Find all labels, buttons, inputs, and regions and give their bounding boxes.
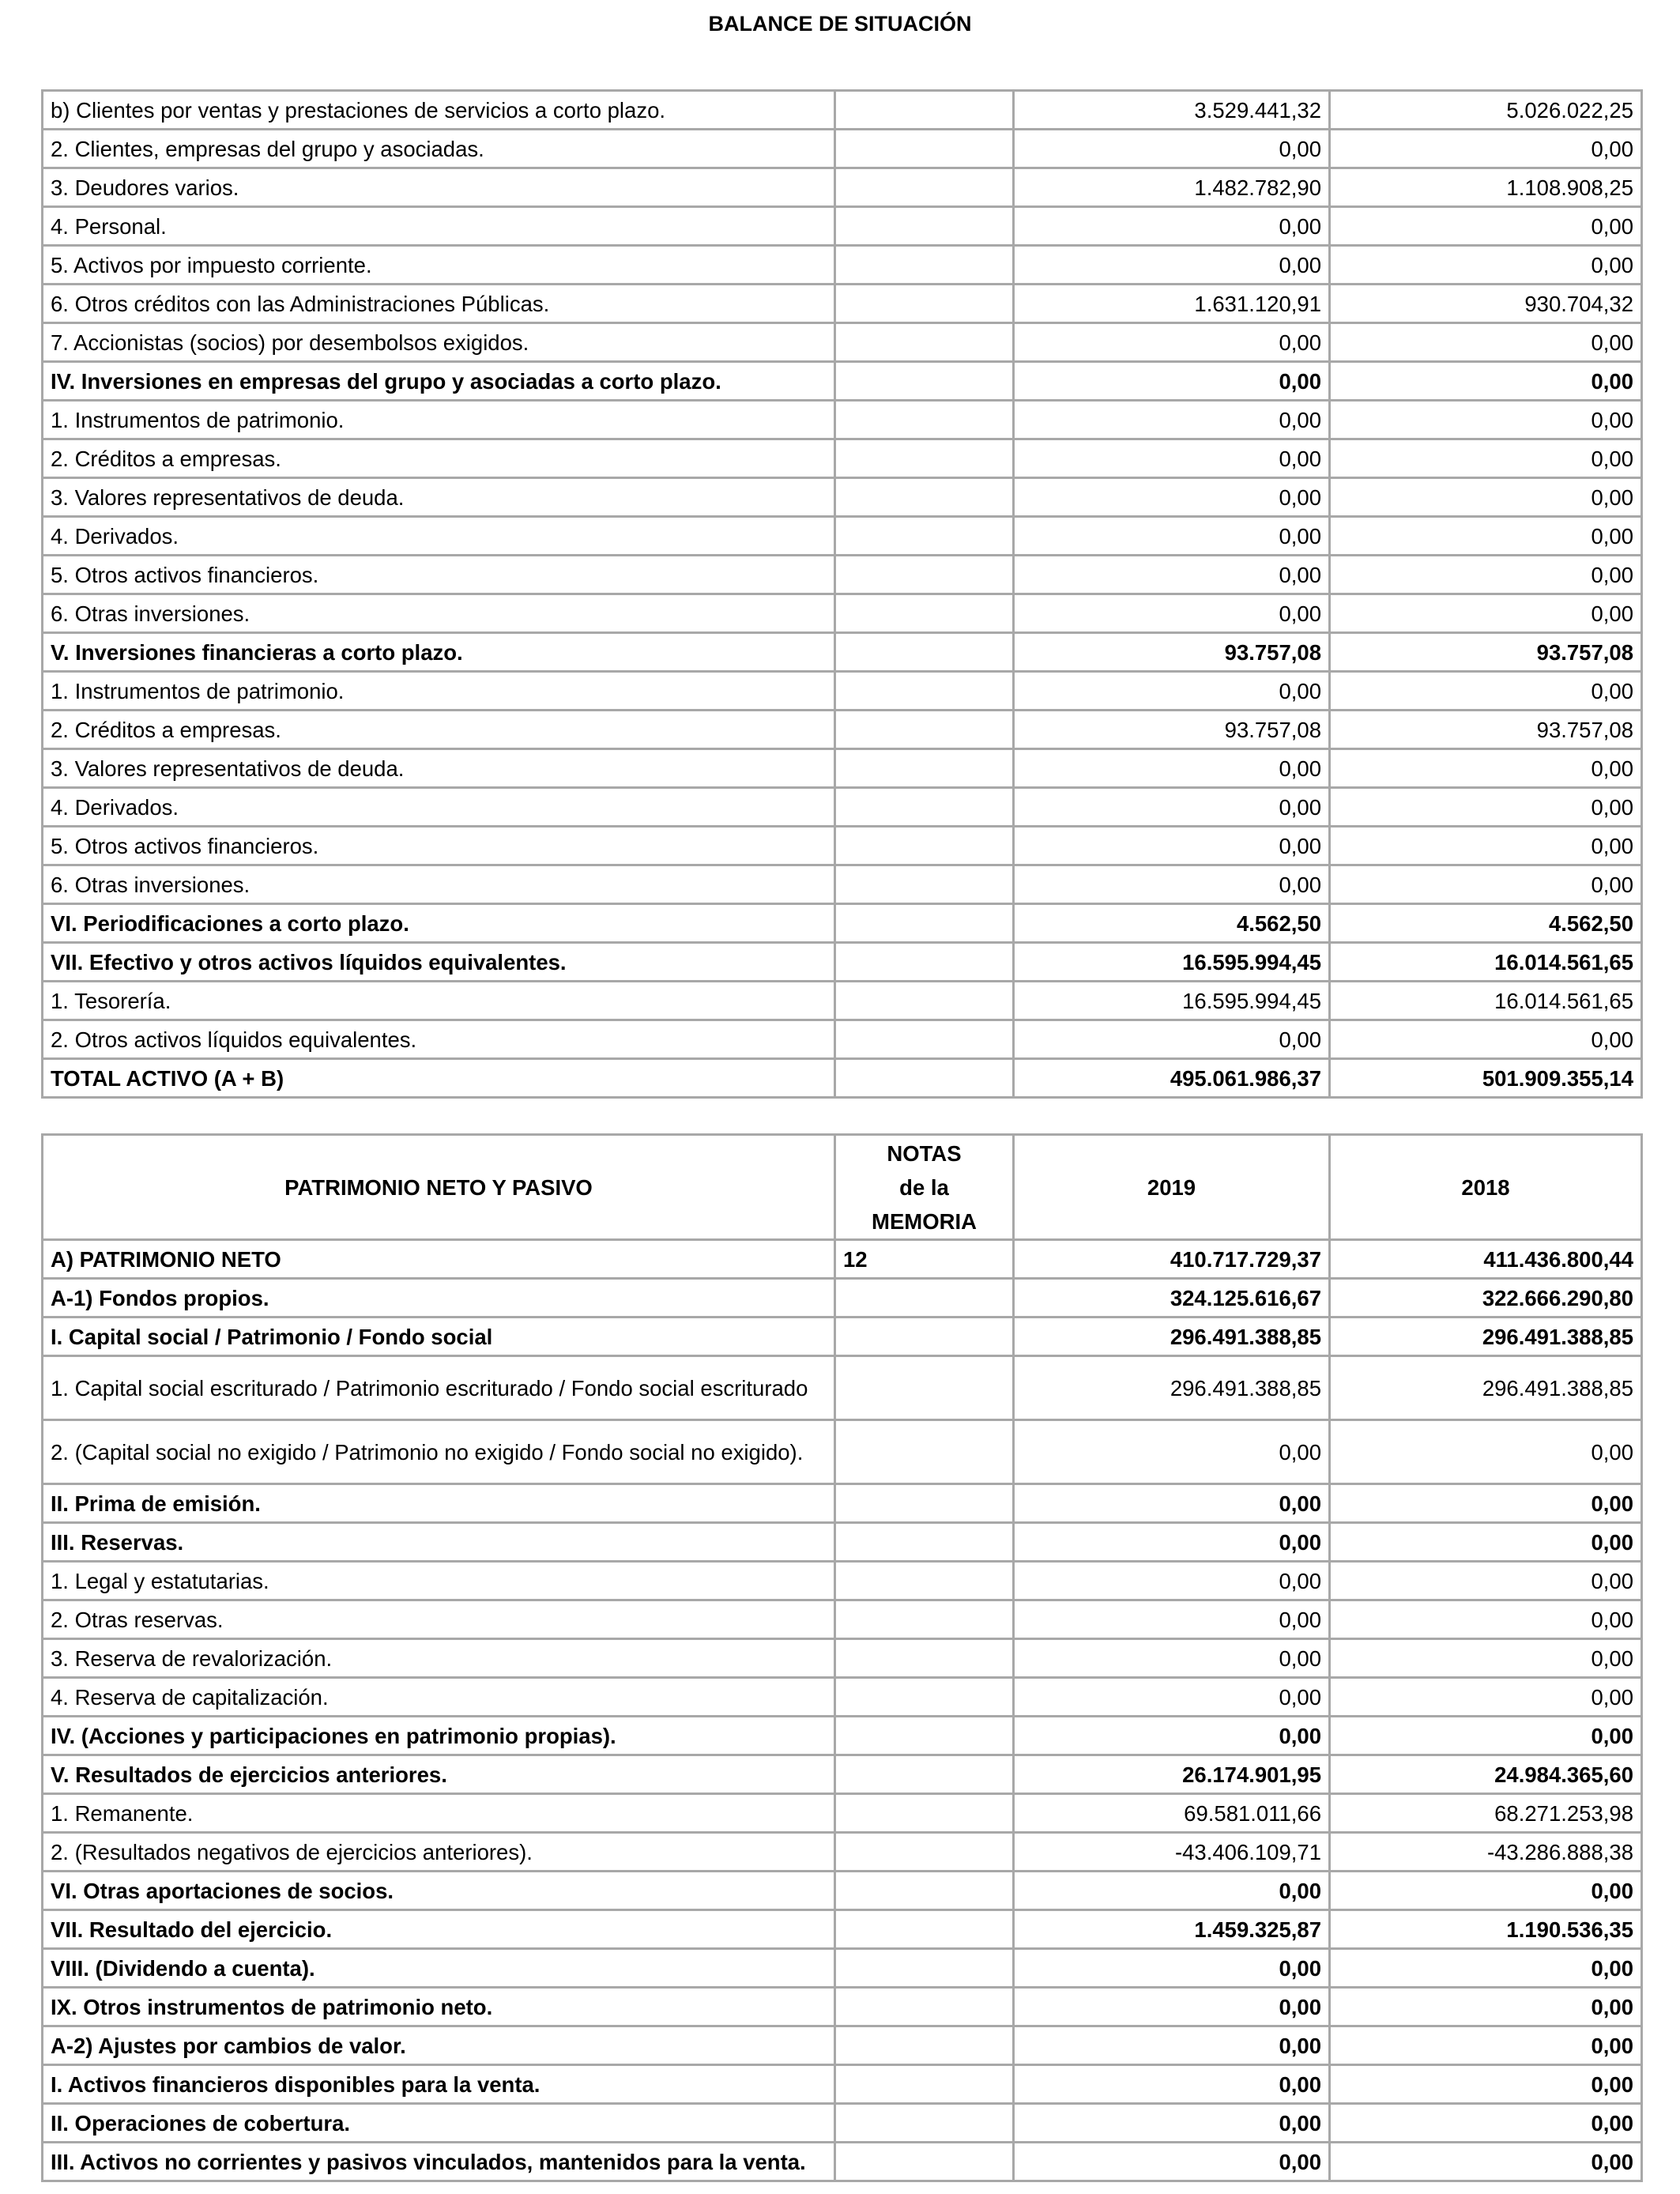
- header-notes-line: de la: [899, 1174, 949, 1200]
- table-row: [43, 1795, 1640, 1831]
- row-notes: [836, 2105, 1012, 2141]
- row-label: II. Operaciones de cobertura.: [43, 2105, 834, 2141]
- row-value-2019: 0,00: [1015, 324, 1328, 360]
- row-notes: [836, 789, 1012, 825]
- row-value-2018: 0,00: [1331, 1640, 1640, 1676]
- row-value-2019: 0,00: [1015, 130, 1328, 167]
- row-value-2019: 0,00: [1015, 1601, 1328, 1638]
- row-value-2019: 0,00: [1015, 1950, 1328, 1986]
- row-notes: [836, 1834, 1012, 1870]
- row-value-2019: 0,00: [1015, 2066, 1328, 2102]
- row-value-2018: 322.666.290,80: [1331, 1280, 1640, 1316]
- row-value-2019: 26.174.901,95: [1015, 1756, 1328, 1793]
- row-label: 6. Otras inversiones.: [43, 866, 834, 903]
- table-row: [43, 750, 1640, 786]
- row-value-2018: 0,00: [1331, 827, 1640, 864]
- row-notes: [836, 285, 1012, 322]
- row-value-2018: 0,00: [1331, 518, 1640, 554]
- table-row: [43, 169, 1640, 205]
- row-notes: [836, 2143, 1012, 2180]
- row-label: VII. Efectivo y otros activos líquidos equivalentes.: [43, 944, 834, 980]
- row-label: VIII. (Dividendo a cuenta).: [43, 1950, 834, 1986]
- row-label: 4. Personal.: [43, 208, 834, 244]
- row-notes: [836, 1421, 1012, 1483]
- table-row: [43, 1756, 1640, 1793]
- table-row: [43, 1421, 1640, 1483]
- row-value-2019: 93.757,08: [1015, 711, 1328, 748]
- row-notes: [836, 92, 1012, 128]
- row-label: 1. Legal y estatutarias.: [43, 1563, 834, 1599]
- row-value-2019: 3.529.441,32: [1015, 92, 1328, 128]
- row-notes: 12: [836, 1241, 1012, 1277]
- table-row: [43, 944, 1640, 980]
- row-value-2018: 1.190.536,35: [1331, 1911, 1640, 1947]
- row-label: 2. (Capital social no exigido / Patrimonio no exigido / Fondo social no exigido).: [43, 1421, 834, 1483]
- row-label: 3. Deudores varios.: [43, 169, 834, 205]
- row-value-2018: 0,00: [1331, 1563, 1640, 1599]
- row-value-2019: 0,00: [1015, 1524, 1328, 1560]
- row-notes: [836, 363, 1012, 399]
- row-notes: [836, 1911, 1012, 1947]
- row-value-2018: 0,00: [1331, 2027, 1640, 2064]
- row-notes: [836, 518, 1012, 554]
- row-value-2018: 16.014.561,65: [1331, 982, 1640, 1019]
- row-value-2018: 16.014.561,65: [1331, 944, 1640, 980]
- row-notes: [836, 247, 1012, 283]
- row-label: IV. Inversiones en empresas del grupo y asociadas a corto plazo.: [43, 363, 834, 399]
- equity-liabilities-table: [41, 1133, 1643, 2182]
- row-value-2019: 0,00: [1015, 401, 1328, 438]
- row-notes: [836, 440, 1012, 477]
- row-label: 2. Otros activos líquidos equivalentes.: [43, 1021, 834, 1057]
- row-value-2019: 0,00: [1015, 247, 1328, 283]
- row-notes: [836, 1989, 1012, 2025]
- row-notes: [836, 1563, 1012, 1599]
- table-row: [43, 982, 1640, 1019]
- row-label: 2. Otras reservas.: [43, 1601, 834, 1638]
- row-value-2018: 0,00: [1331, 1717, 1640, 1754]
- row-notes: [836, 1601, 1012, 1638]
- row-notes: [836, 673, 1012, 709]
- row-notes: [836, 401, 1012, 438]
- row-value-2018: 4.562,50: [1331, 905, 1640, 941]
- row-value-2018: 0,00: [1331, 2143, 1640, 2180]
- row-value-2019: 0,00: [1015, 1421, 1328, 1483]
- row-value-2018: 0,00: [1331, 2105, 1640, 2141]
- row-notes: [836, 1021, 1012, 1057]
- table-row: [43, 673, 1640, 709]
- row-notes: [836, 711, 1012, 748]
- table-row: [43, 1717, 1640, 1754]
- row-value-2018: 296.491.388,85: [1331, 1357, 1640, 1419]
- row-label: IX. Otros instrumentos de patrimonio neto.: [43, 1989, 834, 2025]
- row-value-2019: 69.581.011,66: [1015, 1795, 1328, 1831]
- table-row: [43, 1834, 1640, 1870]
- table-row: [43, 827, 1640, 864]
- table-row: [43, 1524, 1640, 1560]
- row-value-2019: 0,00: [1015, 2105, 1328, 2141]
- row-value-2019: 410.717.729,37: [1015, 1241, 1328, 1277]
- table-row: [43, 634, 1640, 670]
- row-value-2018: 93.757,08: [1331, 634, 1640, 670]
- row-value-2019: 0,00: [1015, 1989, 1328, 2025]
- assets-table: [41, 89, 1643, 1099]
- row-notes: [836, 1640, 1012, 1676]
- table-row: [43, 1911, 1640, 1947]
- row-notes: [836, 169, 1012, 205]
- row-value-2019: 0,00: [1015, 750, 1328, 786]
- row-notes: [836, 1357, 1012, 1419]
- row-value-2019: 0,00: [1015, 2027, 1328, 2064]
- table-row: [43, 208, 1640, 244]
- row-value-2018: 0,00: [1331, 1021, 1640, 1057]
- row-value-2019: 1.631.120,91: [1015, 285, 1328, 322]
- row-value-2018: 0,00: [1331, 1485, 1640, 1521]
- row-label: 4. Derivados.: [43, 789, 834, 825]
- row-notes: [836, 982, 1012, 1019]
- row-value-2018: 0,00: [1331, 673, 1640, 709]
- row-value-2018: 411.436.800,44: [1331, 1241, 1640, 1277]
- row-value-2018: 0,00: [1331, 1950, 1640, 1986]
- row-label: 2. (Resultados negativos de ejercicios anteriores).: [43, 1834, 834, 1870]
- row-value-2019: 0,00: [1015, 595, 1328, 631]
- assets-table-body: [43, 92, 1640, 1096]
- table-row: [43, 1989, 1640, 2025]
- row-label: 4. Derivados.: [43, 518, 834, 554]
- row-value-2018: 0,00: [1331, 208, 1640, 244]
- table-row: [43, 324, 1640, 360]
- row-label: II. Prima de emisión.: [43, 1485, 834, 1521]
- row-value-2018: 0,00: [1331, 363, 1640, 399]
- row-label: I. Capital social / Patrimonio / Fondo social: [43, 1318, 834, 1355]
- row-value-2019: 4.562,50: [1015, 905, 1328, 941]
- row-notes: [836, 1795, 1012, 1831]
- row-value-2019: 495.061.986,37: [1015, 1060, 1328, 1096]
- table-row: [43, 2027, 1640, 2064]
- row-value-2018: 0,00: [1331, 479, 1640, 515]
- table-row: [43, 556, 1640, 593]
- row-label: V. Resultados de ejercicios anteriores.: [43, 1756, 834, 1793]
- table-row: [43, 401, 1640, 438]
- row-value-2019: 296.491.388,85: [1015, 1357, 1328, 1419]
- table-row: [43, 711, 1640, 748]
- row-notes: [836, 1060, 1012, 1096]
- table-row: [43, 247, 1640, 283]
- row-label: A-1) Fondos propios.: [43, 1280, 834, 1316]
- row-notes: [836, 1280, 1012, 1316]
- row-value-2018: 0,00: [1331, 1679, 1640, 1715]
- row-value-2018: 0,00: [1331, 1421, 1640, 1483]
- row-notes: [836, 944, 1012, 980]
- row-label: 3. Valores representativos de deuda.: [43, 750, 834, 786]
- table-row: [43, 1601, 1640, 1638]
- row-value-2018: 68.271.253,98: [1331, 1795, 1640, 1831]
- row-label: 1. Instrumentos de patrimonio.: [43, 673, 834, 709]
- table-row: [43, 2066, 1640, 2102]
- row-value-2019: 0,00: [1015, 1679, 1328, 1715]
- row-label: 3. Reserva de revalorización.: [43, 1640, 834, 1676]
- row-label: A) PATRIMONIO NETO: [43, 1241, 834, 1277]
- row-label: I. Activos financieros disponibles para la venta.: [43, 2066, 834, 2102]
- row-value-2019: 0,00: [1015, 363, 1328, 399]
- row-value-2019: 0,00: [1015, 1717, 1328, 1754]
- row-value-2018: 24.984.365,60: [1331, 1756, 1640, 1793]
- row-label: VII. Resultado del ejercicio.: [43, 1911, 834, 1947]
- row-notes: [836, 2066, 1012, 2102]
- row-value-2018: 0,00: [1331, 595, 1640, 631]
- row-value-2018: 0,00: [1331, 401, 1640, 438]
- row-label: 2. Clientes, empresas del grupo y asociadas.: [43, 130, 834, 167]
- table-row: [43, 595, 1640, 631]
- row-label: 5. Activos por impuesto corriente.: [43, 247, 834, 283]
- row-value-2019: 0,00: [1015, 1563, 1328, 1599]
- table-row: [43, 1679, 1640, 1715]
- row-label: 7. Accionistas (socios) por desembolsos exigidos.: [43, 324, 834, 360]
- table-row: [43, 1280, 1640, 1316]
- row-label: III. Activos no corrientes y pasivos vinculados, mantenidos para la venta.: [43, 2143, 834, 2180]
- table-row: [43, 92, 1640, 128]
- header-notes-line: MEMORIA: [872, 1208, 977, 1234]
- row-label: 2. Créditos a empresas.: [43, 711, 834, 748]
- row-value-2019: 324.125.616,67: [1015, 1280, 1328, 1316]
- table-row: [43, 363, 1640, 399]
- row-value-2018: 0,00: [1331, 1872, 1640, 1909]
- page-title: BALANCE DE SITUACIÓN: [708, 12, 972, 36]
- row-value-2019: 0,00: [1015, 479, 1328, 515]
- row-value-2019: 0,00: [1015, 1485, 1328, 1521]
- row-notes: [836, 1717, 1012, 1754]
- row-notes: [836, 905, 1012, 941]
- row-value-2019: 0,00: [1015, 518, 1328, 554]
- table-header-row: [43, 1136, 1640, 1238]
- table-row: [43, 518, 1640, 554]
- row-value-2019: 0,00: [1015, 208, 1328, 244]
- row-label: 1. Capital social escriturado / Patrimonio escriturado / Fondo social escriturado: [43, 1357, 834, 1419]
- row-value-2019: 0,00: [1015, 1640, 1328, 1676]
- row-value-2018: 0,00: [1331, 556, 1640, 593]
- row-value-2018: 93.757,08: [1331, 711, 1640, 748]
- row-notes: [836, 1679, 1012, 1715]
- row-value-2019: 0,00: [1015, 789, 1328, 825]
- row-notes: [836, 750, 1012, 786]
- row-value-2018: 5.026.022,25: [1331, 92, 1640, 128]
- row-value-2018: 0,00: [1331, 1601, 1640, 1638]
- header-year-2019: 2019: [1015, 1136, 1328, 1238]
- row-notes: [836, 208, 1012, 244]
- row-label: 6. Otros créditos con las Administraciones Públicas.: [43, 285, 834, 322]
- header-notes-line: NOTAS: [887, 1140, 962, 1166]
- table-row: [43, 866, 1640, 903]
- row-notes: [836, 2027, 1012, 2064]
- row-value-2019: 93.757,08: [1015, 634, 1328, 670]
- row-value-2019: 16.595.994,45: [1015, 944, 1328, 980]
- row-label: b) Clientes por ventas y prestaciones de servicios a corto plazo.: [43, 92, 834, 128]
- table-row: [43, 789, 1640, 825]
- row-notes: [836, 866, 1012, 903]
- row-value-2019: 0,00: [1015, 1021, 1328, 1057]
- row-value-2019: 1.482.782,90: [1015, 169, 1328, 205]
- table-row: [43, 1950, 1640, 1986]
- table-row: [43, 1021, 1640, 1057]
- row-value-2018: -43.286.888,38: [1331, 1834, 1640, 1870]
- row-label: 1. Tesorería.: [43, 982, 834, 1019]
- row-notes: [836, 556, 1012, 593]
- row-value-2019: 0,00: [1015, 866, 1328, 903]
- row-label: IV. (Acciones y participaciones en patrimonio propias).: [43, 1717, 834, 1754]
- row-value-2018: 1.108.908,25: [1331, 169, 1640, 205]
- row-value-2018: 501.909.355,14: [1331, 1060, 1640, 1096]
- row-value-2018: 296.491.388,85: [1331, 1318, 1640, 1355]
- row-label: 4. Reserva de capitalización.: [43, 1679, 834, 1715]
- row-notes: [836, 1756, 1012, 1793]
- table-row: [43, 1241, 1640, 1277]
- row-notes: [836, 1485, 1012, 1521]
- row-label: 5. Otros activos financieros.: [43, 827, 834, 864]
- table-row: [43, 130, 1640, 167]
- row-notes: [836, 634, 1012, 670]
- row-label: VI. Otras aportaciones de socios.: [43, 1872, 834, 1909]
- table-row: [43, 1563, 1640, 1599]
- row-value-2019: 0,00: [1015, 440, 1328, 477]
- row-notes: [836, 130, 1012, 167]
- row-label: TOTAL ACTIVO (A + B): [43, 1060, 834, 1096]
- row-value-2019: -43.406.109,71: [1015, 1834, 1328, 1870]
- row-value-2018: 0,00: [1331, 247, 1640, 283]
- row-value-2018: 0,00: [1331, 2066, 1640, 2102]
- table-row: [43, 1357, 1640, 1419]
- table-row: [43, 2143, 1640, 2180]
- row-label: A-2) Ajustes por cambios de valor.: [43, 2027, 834, 2064]
- header-year-2018: 2018: [1331, 1136, 1640, 1238]
- table-row: [43, 479, 1640, 515]
- row-notes: [836, 1950, 1012, 1986]
- row-label: 1. Instrumentos de patrimonio.: [43, 401, 834, 438]
- row-value-2019: 0,00: [1015, 1872, 1328, 1909]
- row-label: III. Reservas.: [43, 1524, 834, 1560]
- table-row: [43, 1485, 1640, 1521]
- row-value-2018: 0,00: [1331, 866, 1640, 903]
- table-row: [43, 1872, 1640, 1909]
- row-value-2019: 16.595.994,45: [1015, 982, 1328, 1019]
- row-value-2019: 1.459.325,87: [1015, 1911, 1328, 1947]
- row-value-2018: 0,00: [1331, 440, 1640, 477]
- equity-liabilities-table-body: [43, 1136, 1640, 2180]
- row-label: 5. Otros activos financieros.: [43, 556, 834, 593]
- header-label: PATRIMONIO NETO Y PASIVO: [43, 1136, 834, 1238]
- row-value-2019: 0,00: [1015, 556, 1328, 593]
- row-value-2018: 0,00: [1331, 750, 1640, 786]
- row-notes: [836, 324, 1012, 360]
- header-notes: [836, 1136, 1012, 1238]
- row-value-2018: 0,00: [1331, 324, 1640, 360]
- row-label: 1. Remanente.: [43, 1795, 834, 1831]
- row-value-2018: 930.704,32: [1331, 285, 1640, 322]
- row-notes: [836, 595, 1012, 631]
- row-notes: [836, 1318, 1012, 1355]
- table-row: [43, 285, 1640, 322]
- row-value-2019: 0,00: [1015, 673, 1328, 709]
- table-row: [43, 1640, 1640, 1676]
- row-label: VI. Periodificaciones a corto plazo.: [43, 905, 834, 941]
- row-label: 2. Créditos a empresas.: [43, 440, 834, 477]
- row-label: 3. Valores representativos de deuda.: [43, 479, 834, 515]
- row-value-2018: 0,00: [1331, 130, 1640, 167]
- row-value-2018: 0,00: [1331, 1989, 1640, 2025]
- table-row: [43, 1060, 1640, 1096]
- row-value-2018: 0,00: [1331, 1524, 1640, 1560]
- row-value-2019: 0,00: [1015, 827, 1328, 864]
- table-row: [43, 2105, 1640, 2141]
- row-notes: [836, 827, 1012, 864]
- table-row: [43, 905, 1640, 941]
- row-value-2019: 0,00: [1015, 2143, 1328, 2180]
- table-row: [43, 1318, 1640, 1355]
- row-label: 6. Otras inversiones.: [43, 595, 834, 631]
- row-notes: [836, 1524, 1012, 1560]
- row-notes: [836, 479, 1012, 515]
- row-notes: [836, 1872, 1012, 1909]
- row-value-2019: 296.491.388,85: [1015, 1318, 1328, 1355]
- row-label: V. Inversiones financieras a corto plazo.: [43, 634, 834, 670]
- row-value-2018: 0,00: [1331, 789, 1640, 825]
- table-row: [43, 440, 1640, 477]
